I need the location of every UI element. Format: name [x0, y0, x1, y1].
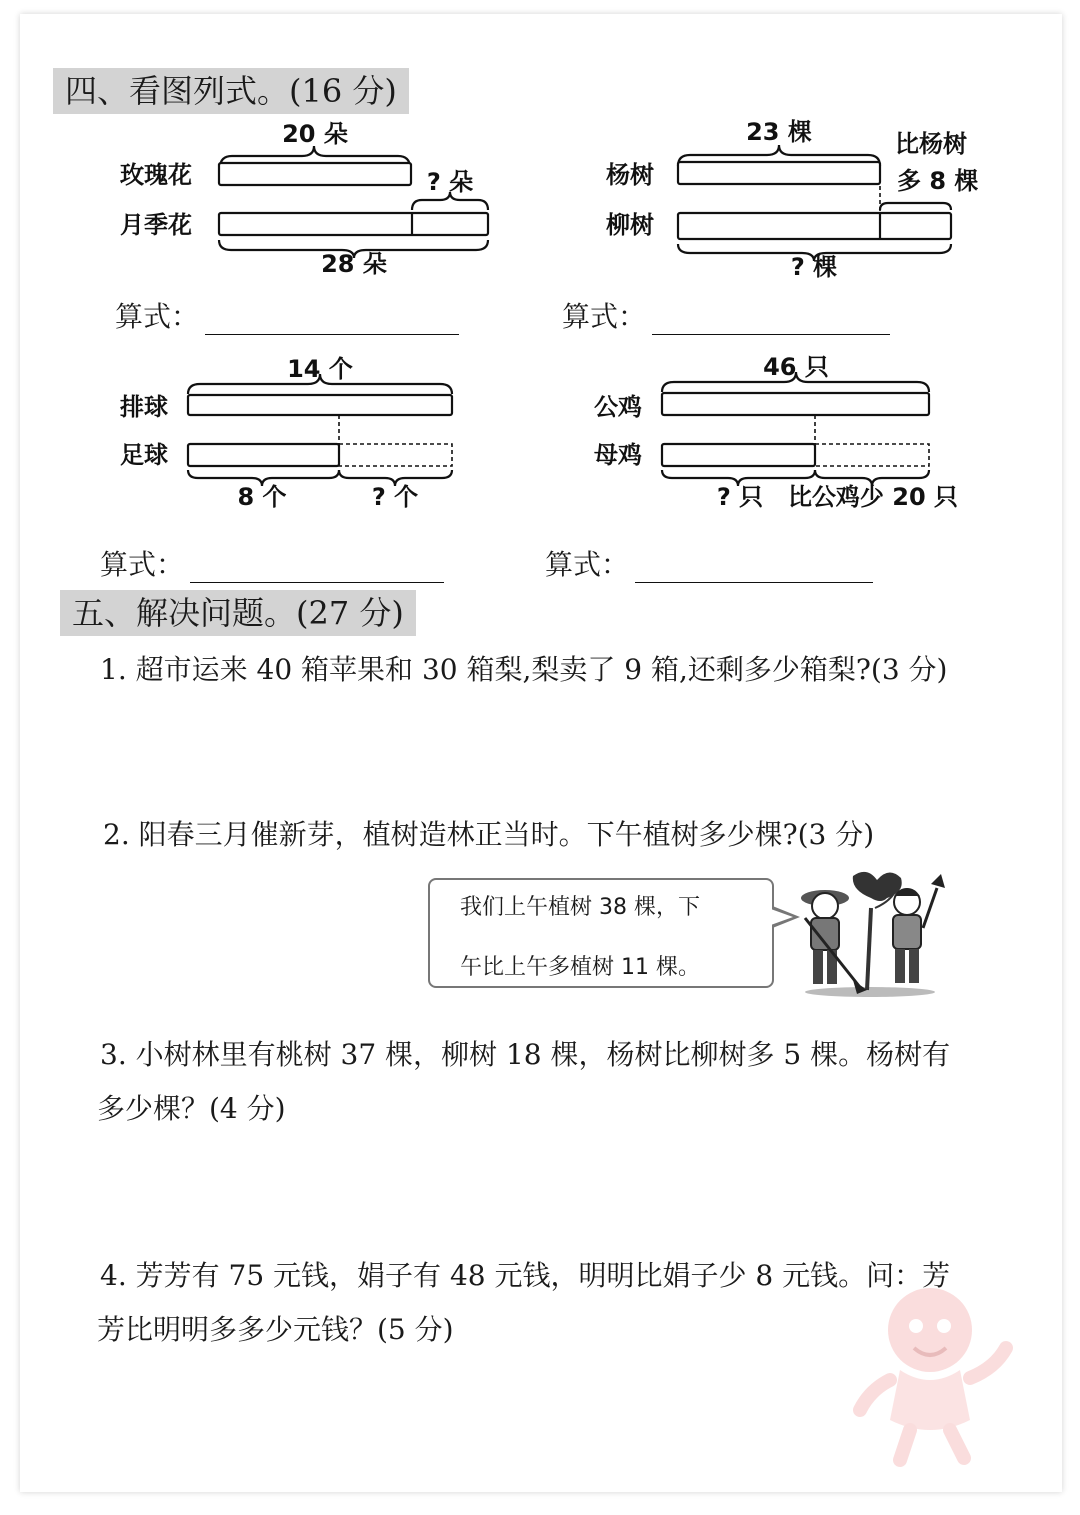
- formula-label: 算式：: [115, 300, 200, 333]
- mascot-watermark: [850, 1270, 1020, 1470]
- formula-label: 算式：: [100, 548, 185, 581]
- formula-label: 算式：: [545, 548, 630, 581]
- label-china-roses: 月季花: [120, 211, 192, 239]
- answer-field-1[interactable]: [115, 295, 459, 335]
- answer-line[interactable]: [635, 552, 873, 583]
- bar-football: [188, 444, 339, 466]
- value-less-20: 比公鸡少 20 只: [787, 483, 959, 511]
- problem-1: 1. 超市运来 40 箱苹果和 30 箱梨,梨卖了 9 箱,还剩多少箱梨?(3 分): [100, 653, 948, 686]
- problem-3-line-1: 3. 小树林里有桃树 37 棵，柳树 18 棵，杨树比柳树多 5 棵。杨树有: [100, 1038, 951, 1071]
- diagram-balls: [120, 355, 452, 511]
- value-14: 14 个: [287, 355, 353, 383]
- bubble-line-1: 我们上午植树 38 棵，下: [460, 895, 700, 920]
- value-46: 46 只: [763, 353, 829, 381]
- label-roosters: 公鸡: [594, 393, 642, 421]
- section-5-title: 五、解决问题。(27 分): [60, 590, 416, 636]
- problem-3-line-2: 多少棵？(4 分): [97, 1092, 286, 1125]
- value-unknown: ? 只: [716, 483, 764, 511]
- value-8: 8 个: [237, 483, 287, 511]
- value-20: 20 朵: [282, 120, 348, 148]
- bar-china-roses: [219, 213, 488, 235]
- bar-volleyball: [188, 395, 452, 415]
- label-roses: 玫瑰花: [120, 161, 192, 189]
- answer-field-3[interactable]: [100, 543, 444, 583]
- bar-football-dashed: [339, 444, 452, 466]
- answer-line[interactable]: [190, 552, 444, 583]
- problem-4-line-2: 芳比明明多多少元钱？(5 分): [97, 1313, 454, 1346]
- formula-label: 算式：: [562, 300, 647, 333]
- label-football: 足球: [120, 441, 168, 469]
- diagram-roses: [119, 120, 488, 278]
- problem-4-line-1: 4. 芳芳有 75 元钱，娟子有 48 元钱，明明比娟子少 8 元钱。问：芳: [100, 1259, 951, 1292]
- note-line2: 多 8 棵: [897, 167, 979, 195]
- label-hens: 母鸡: [594, 441, 642, 469]
- bar-willow: [678, 213, 951, 239]
- value-unknown: ? 朵: [426, 168, 474, 196]
- section-4-title: 四、看图列式。(16 分): [53, 68, 409, 114]
- bar-hens: [662, 444, 815, 466]
- note-line1: 比杨树: [895, 130, 967, 158]
- answer-field-4[interactable]: [545, 543, 873, 583]
- diagram-chickens: [594, 353, 958, 511]
- label-volleyball: 排球: [120, 393, 168, 421]
- bar-roosters: [662, 393, 929, 415]
- speech-bubble: [428, 878, 774, 988]
- diagram-trees: [606, 118, 978, 281]
- value-28: 28 朵: [321, 250, 387, 278]
- answer-line[interactable]: [652, 304, 890, 335]
- bar-poplar: [678, 162, 880, 184]
- problem-2: 2. 阳春三月催新芽，植树造林正当时。下午植树多少棵?(3 分): [103, 818, 875, 851]
- brace-extra: [880, 203, 951, 210]
- label-willow: 柳树: [606, 211, 654, 239]
- value-23: 23 棵: [746, 118, 812, 146]
- bar-roses: [219, 163, 411, 185]
- bubble-line-2: 午比上午多植树 11 棵。: [460, 955, 700, 980]
- value-unknown: ? 棵: [790, 253, 838, 281]
- value-unknown: ? 个: [371, 483, 419, 511]
- bubble-tail-fill: [768, 908, 793, 926]
- answer-field-2[interactable]: [562, 295, 890, 335]
- answer-line[interactable]: [205, 304, 459, 335]
- bar-hens-dashed: [815, 444, 929, 466]
- label-poplar: 杨树: [606, 161, 654, 189]
- children-planting-tree-illustration: [795, 868, 945, 998]
